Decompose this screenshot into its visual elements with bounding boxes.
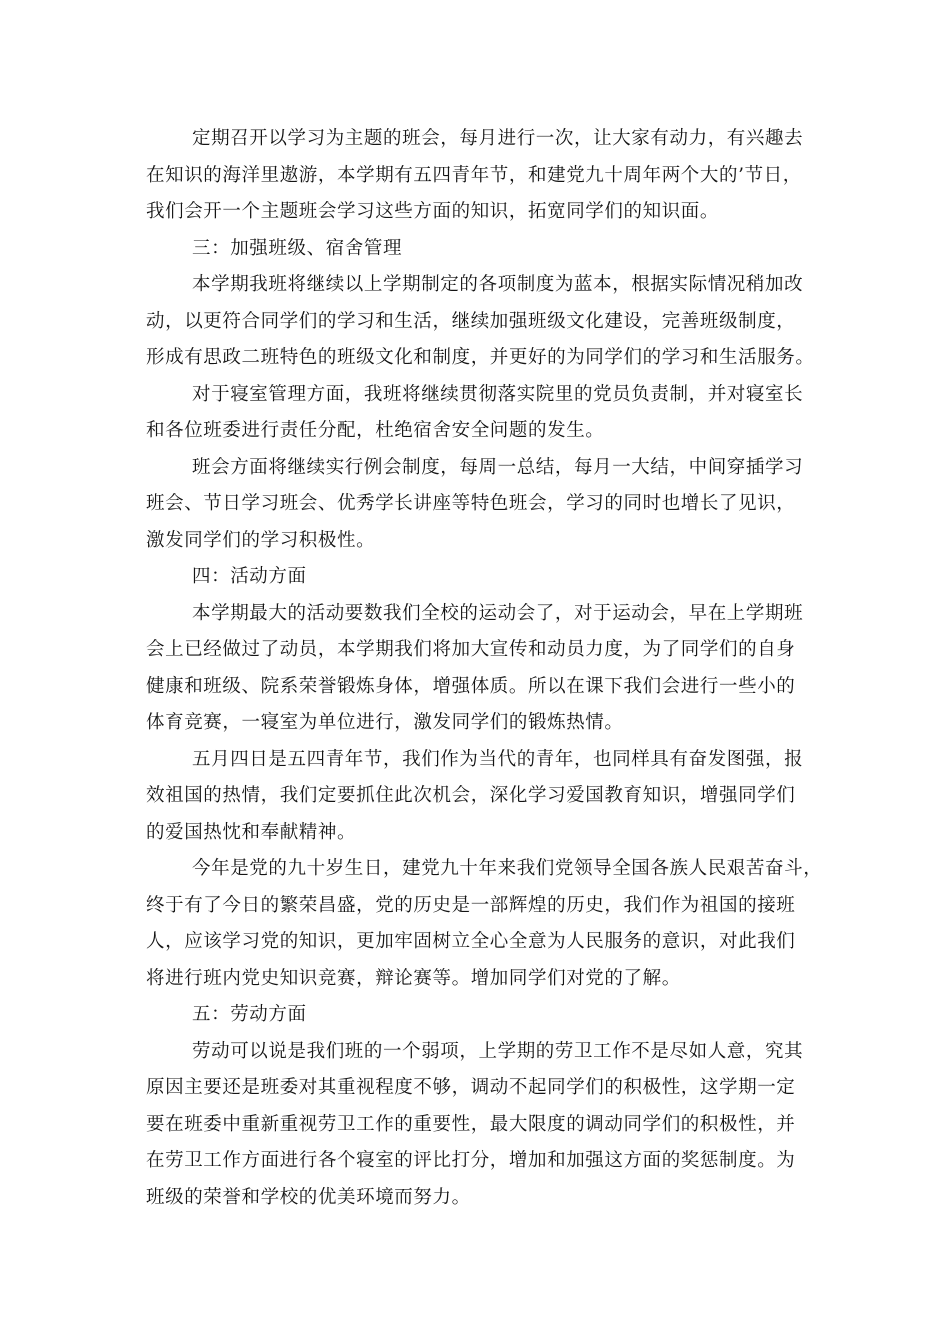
text-line: 我们会开一个主题班会学习这些方面的知识，拓宽同学们的知识面。: [146, 201, 720, 222]
document-body: [146, 121, 826, 1216]
text-line: 将进行班内党史知识竞赛，辩论赛等。增加同学们对党的了解。: [146, 967, 681, 989]
text-line: 在劳卫工作方面进行各个寝室的评比打分，增加和加强这方面的奖惩制度。为: [146, 1150, 796, 1171]
text-line: 激发同学们的学习积极性。: [146, 529, 376, 551]
text-line: 本学期最大的活动要数我们全校的运动会了，对于运动会，早在上学期班: [192, 602, 804, 624]
text-line: 班级的荣誉和学校的优美环境而努力。: [146, 1186, 471, 1208]
text-line: 五：劳动方面: [192, 1004, 307, 1025]
text-line: 体育竞赛，一寝室为单位进行，激发同学们的锻炼热情。: [146, 712, 624, 733]
text-line: 会上已经做过了动员，本学期我们将加大宣传和动员力度，为了同学们的自身: [146, 639, 796, 660]
text-line: 健康和班级、院系荣誉锻炼身体，增强体质。所以在课下我们会进行一些小的: [146, 675, 796, 697]
text-line: 今年是党的九十岁生日，建党九十年来我们党领导全国各族人民艰苦奋斗，: [192, 858, 823, 879]
text-line: 效祖国的热情，我们定要抓住此次机会，深化学习爱国教育知识，增强同学们: [146, 785, 796, 806]
text-line: 形成有思政二班特色的班级文化和制度，并更好的为同学们的学习和生活服务。: [146, 347, 815, 368]
text-line: 三：加强班级、宿舍管理: [192, 237, 403, 259]
text-line: 人，应该学习党的知识，更加牢固树立全心全意为人民服务的意识，对此我们: [146, 931, 796, 952]
text-line: 要在班委中重新重视劳卫工作的重要性，最大限度的调动同学们的积极性，并: [146, 1113, 796, 1135]
text-line: 班会方面将继续实行例会制度，每周一总结，每月一大结，中间穿插学习: [192, 456, 804, 478]
text-line: 劳动可以说是我们班的一个弱项，上学期的劳卫工作不是尽如人意，究其: [192, 1040, 804, 1062]
text-line: 原因主要还是班委对其重视程度不够，调动不起同学们的积极性，这学期一定: [146, 1077, 796, 1098]
text-line: 的爱国热忱和奉献精神。: [146, 821, 357, 843]
text-line: 班会、节日学习班会、优秀学长讲座等特色班会，学习的同时也增长了见识，: [146, 493, 796, 514]
text-line: 在知识的海洋里遨游，本学期有五四青年节，和建党九十周年两个大的’节日，: [146, 164, 802, 186]
text-line: 和各位班委进行责任分配，杜绝宿舍安全问题的发生。: [146, 420, 605, 441]
text-line: 四：活动方面: [192, 566, 307, 587]
text-line: 定期召开以学习为主题的班会，每月进行一次，让大家有动力，有兴趣去: [192, 128, 804, 149]
text-line: 五月四日是五四青年节，我们作为当代的青年，也同样具有奋发图强，报: [192, 748, 804, 770]
text-line: 对于寝室管理方面，我班将继续贯彻落实院里的党员负责制，并对寝室长: [192, 383, 804, 405]
text-line: 本学期我班将继续以上学期制定的各项制度为蓝本，根据实际情况稍加改: [192, 274, 804, 295]
text-line: 终于有了今日的繁荣昌盛，党的历史是一部辉煌的历史，我们作为祖国的接班: [146, 894, 796, 916]
text-line: 动，以更符合同学们的学习和生活，继续加强班级文化建设，完善班级制度，: [146, 310, 796, 332]
